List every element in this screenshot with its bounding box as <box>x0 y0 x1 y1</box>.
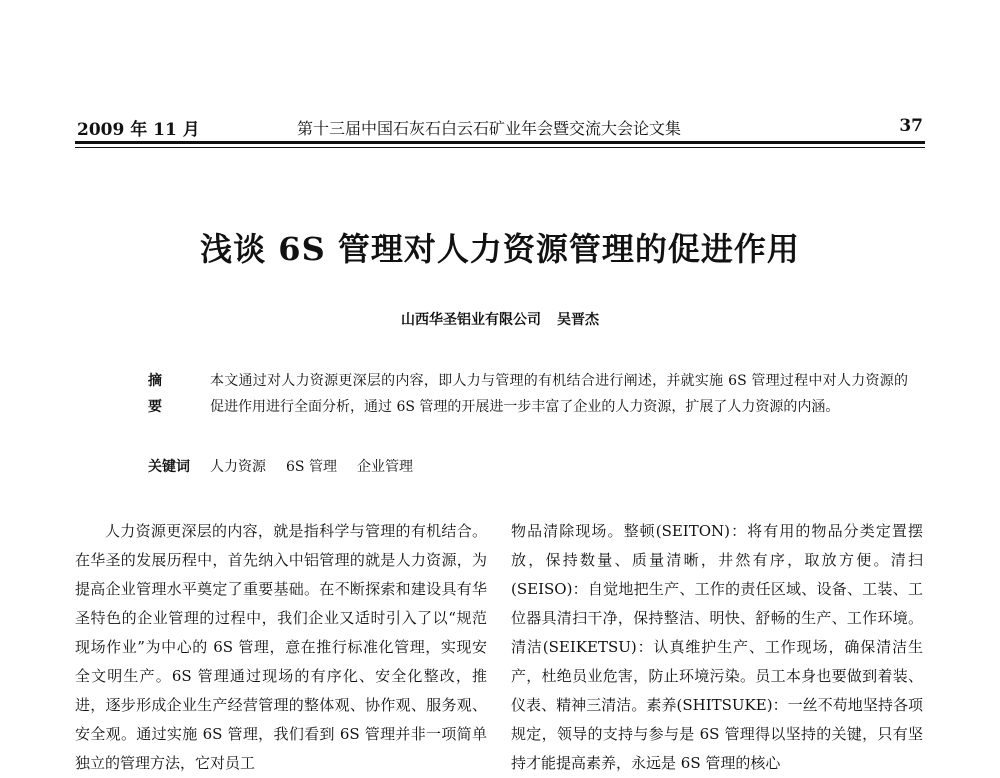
keywords-block <box>148 456 433 478</box>
header-rule-thin <box>75 147 925 148</box>
keyword: 企业管理 <box>356 459 413 475</box>
keyword: 6S 管理 <box>286 459 337 475</box>
header-date: 2009 年 11 月 <box>77 120 200 140</box>
article-title: 浅谈 6S 管理对人力资源管理的促进作用 <box>200 230 800 268</box>
abstract-label: 摘 要 <box>148 373 176 415</box>
body-column-left <box>75 517 487 778</box>
abstract-block <box>148 368 908 420</box>
page-number: 37 <box>899 116 923 136</box>
header-rule-thick <box>75 141 925 144</box>
keyword: 人力资源 <box>210 459 266 475</box>
body-column-right <box>511 517 923 778</box>
body-paragraph: 人力资源更深层的内容，就是指科学与管理的有机结合。在华圣的发展历程中，首先纳入中铝管理的就是人力资源，为提高企业管理水平奠定了重要基础。在不断探索和建设具有华圣特色的企业管理的过程中，我们企业又适时引入了以“规范现场作业”为中心的 6S 管理，意在推行标准化管理，实现安全文明生产。6S 管理通过现场的有序化、安全化整改，推进，逐步形成企业生产经营管理的整体观、协作观、服务观、安全观。通过实施 6S 管理，我们看到 6S 管理并非一项简单独立的管理方法，它对员工 <box>75 522 487 772</box>
author-name: 吴晋杰 <box>557 312 599 328</box>
body-paragraph: 物品清除现场。整顿(SEITON)：将有用的物品分类定置摆放，保持数量、质量清晰，井然有序，取放方便。清扫(SEISO)：自觉地把生产、工作的责任区域、设备、工装、工位器具清扫干净，保持整洁、明快、舒畅的生产、工作环境。清洁(SEIKETSU)：认真维护生产、工作现场，确保清洁生产，杜绝员业危害，防止环境污染。员工本身也要做到着装、仪表、精神三清洁。素养(SHITSUKE)：一丝不苟地坚持各项规定，领导的支持与参与是 6S 管理得以坚持的关键，只有坚持才能提高素养，永远是 6S 管理的核心 <box>511 522 923 772</box>
abstract-text: 本文通过对人力资源更深层的内容，即人力与管理的有机结合进行阐述，并就实施 6S 管理过程中对人力资源的促进作用进行全面分析，通过 6S 管理的开展进一步丰富了企业的人力资源，扩展了人力资源的内涵。 <box>210 373 908 415</box>
running-header <box>75 115 925 141</box>
author-affiliation: 山西华圣铝业有限公司 <box>401 312 541 328</box>
keywords-label: 关键词 <box>148 459 190 475</box>
header-journal-title: 第十三届中国石灰石白云石矿业年会暨交流大会论文集 <box>297 119 682 138</box>
author-line <box>0 309 1000 329</box>
